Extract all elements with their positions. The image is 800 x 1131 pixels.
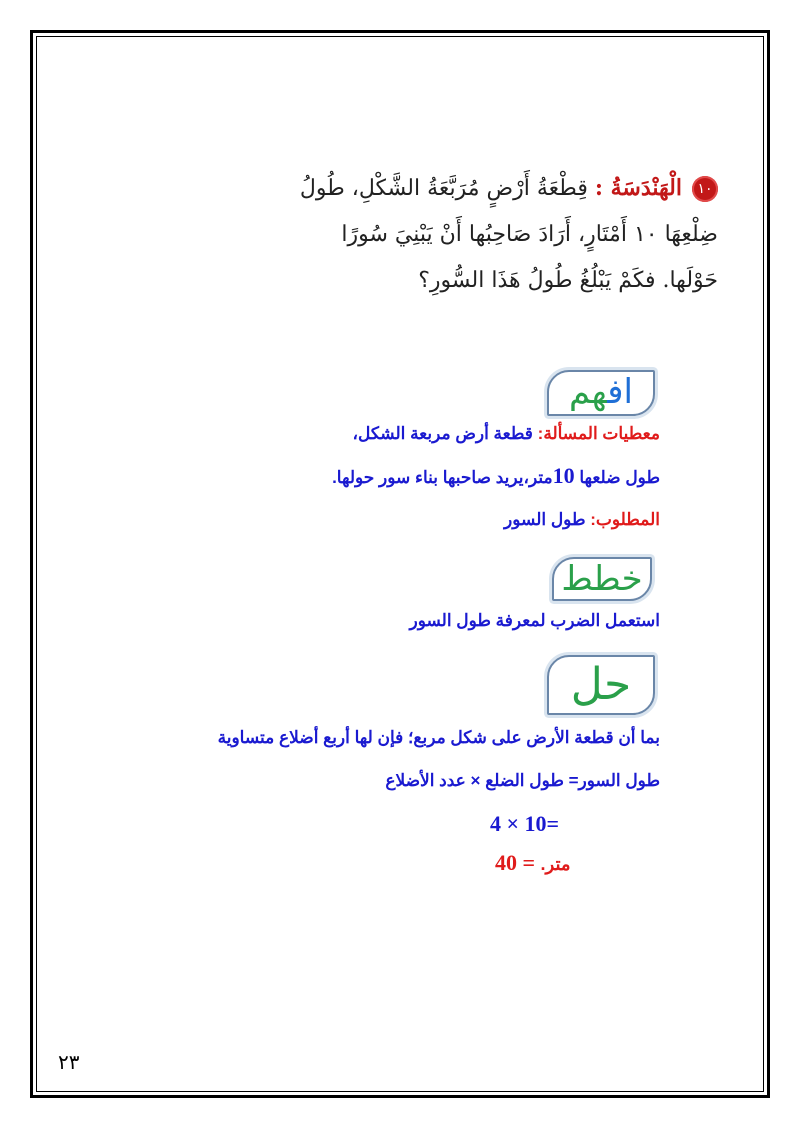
required-label: المطلوب: [590,510,660,529]
solve-line-1: بما أن قطعة الأرض على شكل مربع؛ فإن لها أربع أضلاع متساوية [217,728,660,747]
givens-text: قطعة أرض مربعة الشكل، [352,424,533,443]
solve-line-2: طول السور= طول الضلع × عدد الأضلاع [385,771,660,790]
problem-topic: الْهَنْدَسَةُ : [594,175,682,201]
givens-line-2 [332,463,660,489]
givens-line [353,424,660,444]
plan-header-box [552,557,652,601]
plan-header: خطط [561,559,643,599]
givens-label: معطيات المسألة: [537,424,660,443]
result-unit: متر. [540,854,571,874]
understand-header-box [547,370,655,416]
equation-result [495,850,571,876]
side-length-number: 10 [552,463,575,488]
result-value: = 40 [495,850,536,875]
page-number: ٢٣ [58,1050,80,1074]
problem-line-3: حَوْلَها. فكَمْ يَبْلُغُ طُولُ هَذَا السُّورِ؟ [418,268,718,293]
solve-header: حل [570,659,632,710]
givens-line-2-start: طول ضلعها [579,468,660,487]
solve-header-box [547,655,655,715]
problem-line-2: ضِلْعِهَا ١٠ أَمْتَارٍ، أَرَادَ صَاحِبُها أَنْ يَبْنِيَ سُورًا [341,222,718,247]
required-text: طول السور [504,510,586,529]
required-line [504,510,660,530]
problem-line-1-text: قِطْعَةُ أَرْضٍ مُرَبَّعَةُ الشَّكْلِ، طُولُ [299,176,588,201]
plan-text: استعمل الضرب لمعرفة طول السور [409,611,660,630]
problem-statement [198,165,718,304]
givens-line-2-end: متر،يريد صاحبها بناء سور حولها. [332,468,553,487]
problem-number-badge: ١٠ [692,176,718,202]
equation-multiply: 4 × 10= [490,811,560,836]
problem-line-1 [198,165,718,212]
understand-header: افهم [568,372,633,412]
